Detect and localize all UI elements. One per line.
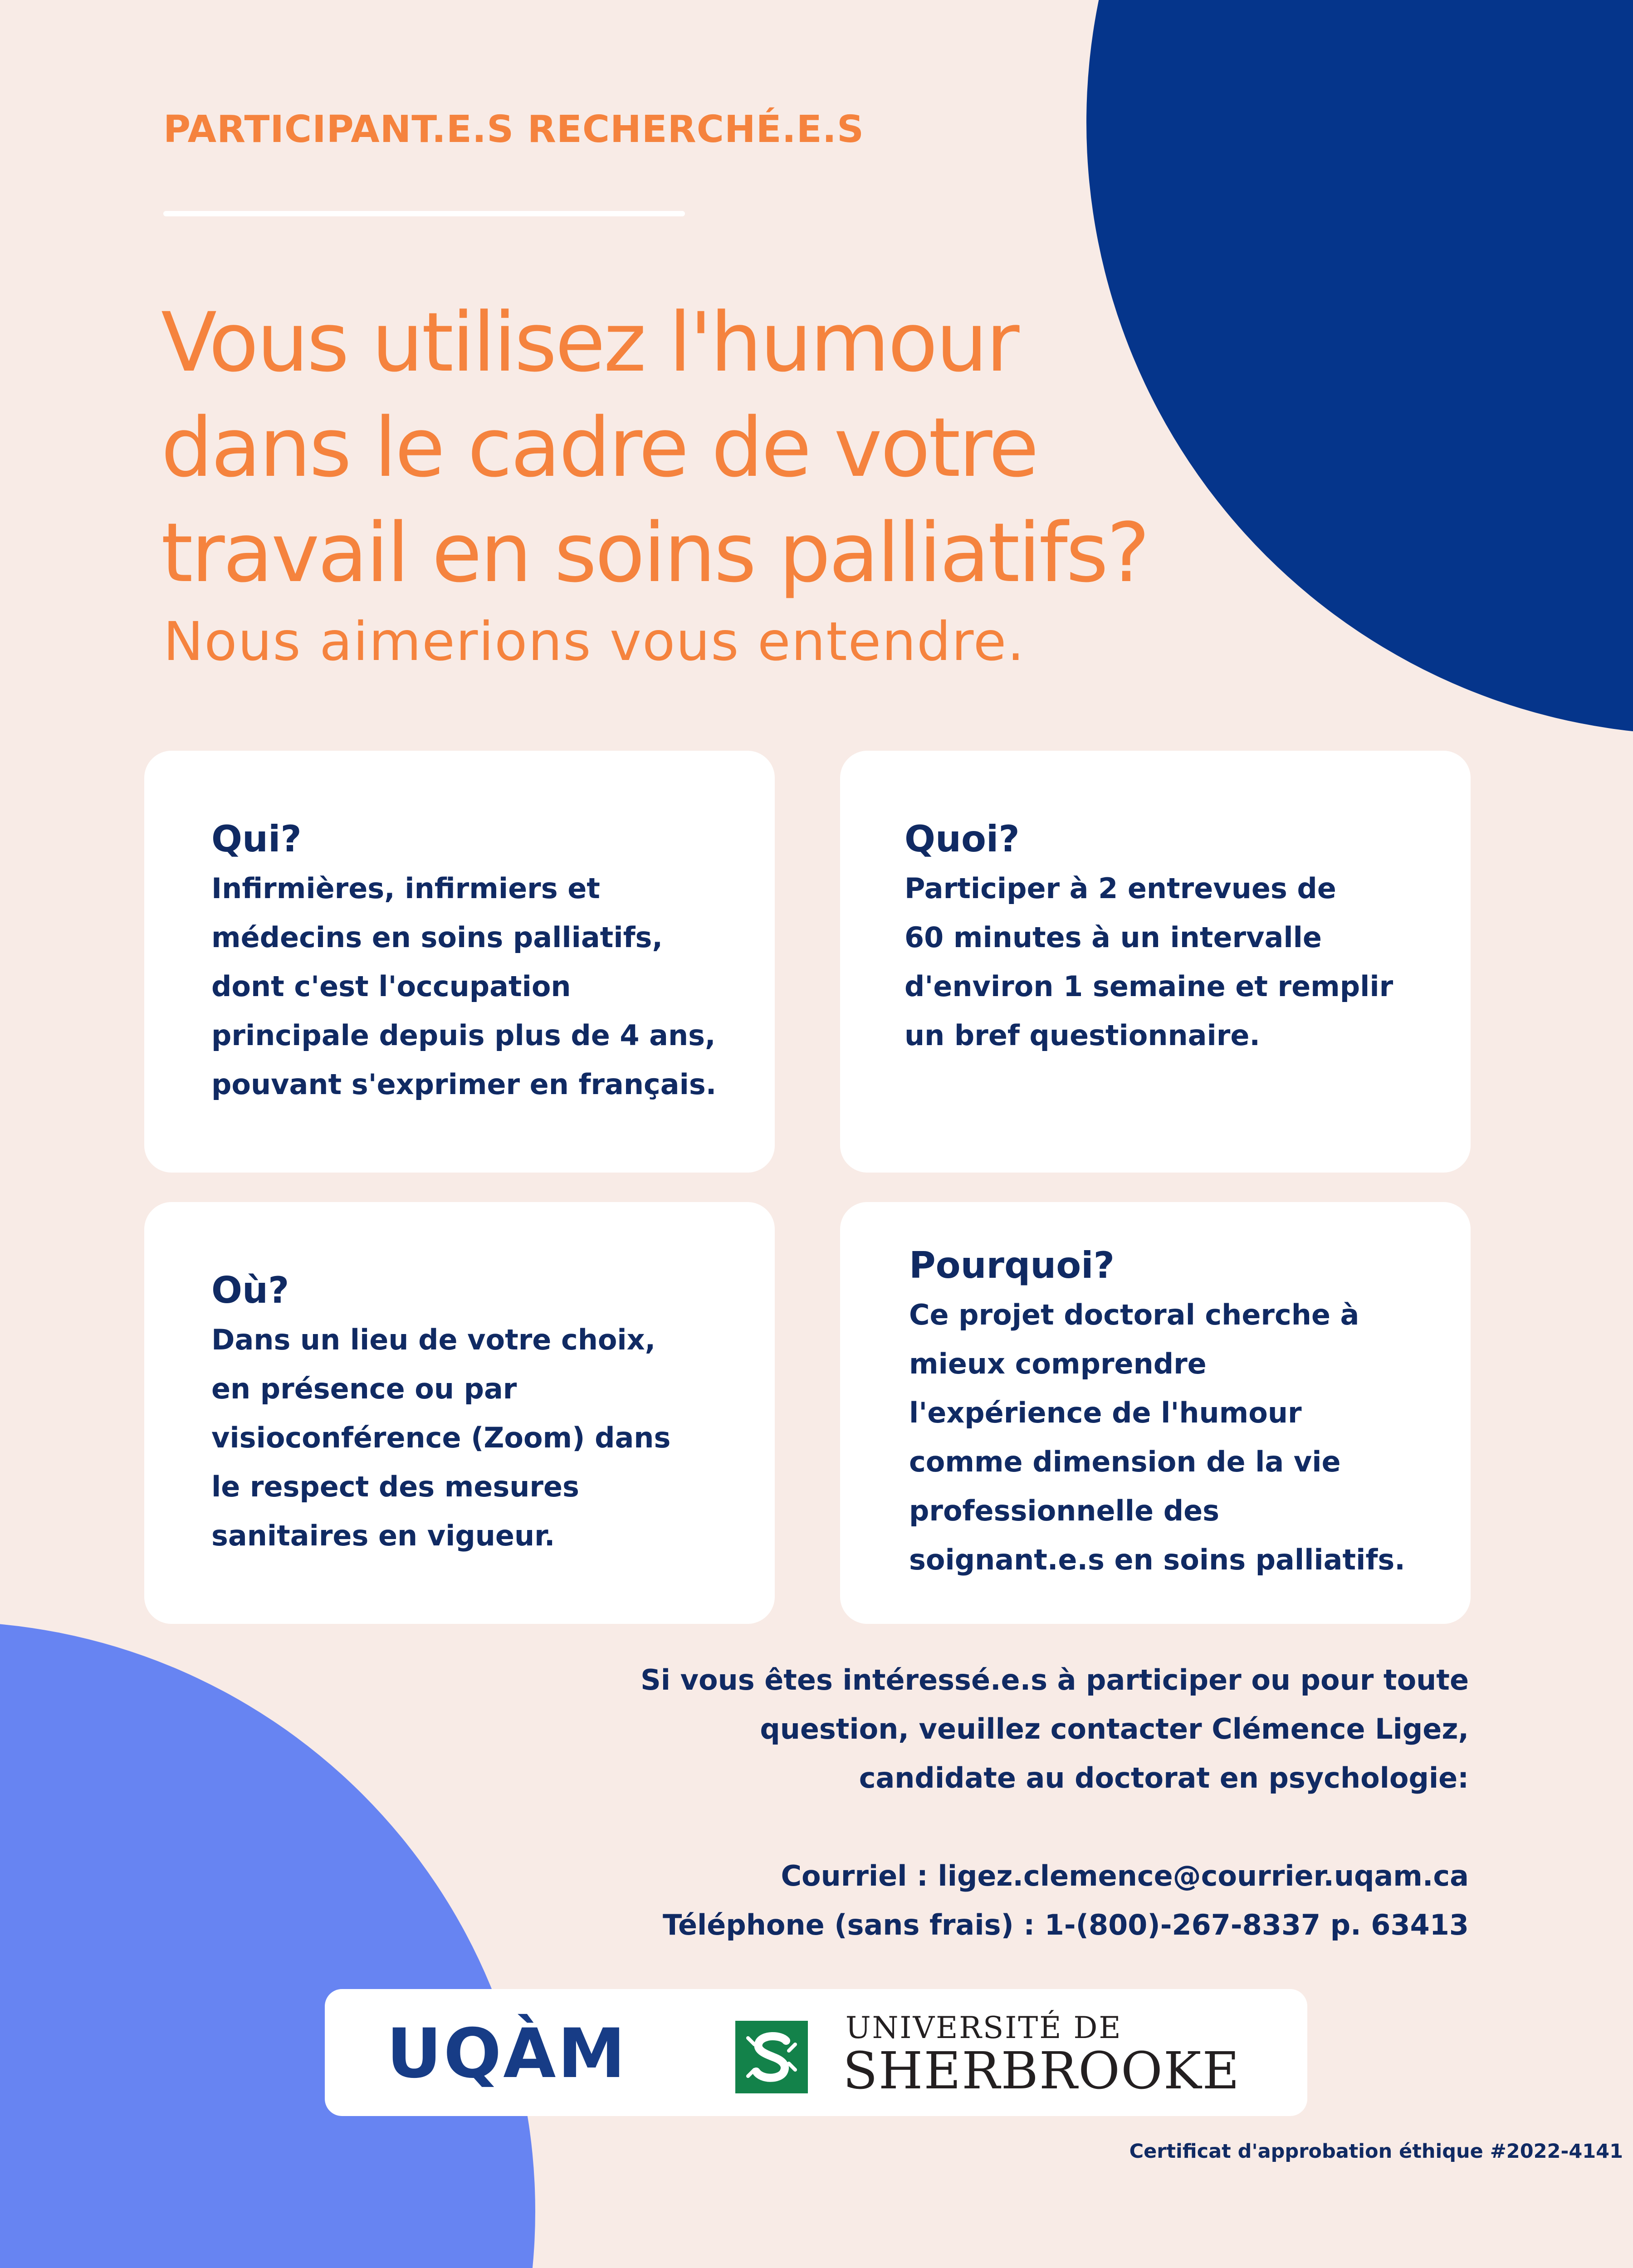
card-title: Quoi? — [905, 818, 1020, 860]
card-text-line: le respect des mesures — [211, 1470, 579, 1503]
contact-text-line: Si vous êtes intéressé.e.s à participer ou pour toute — [640, 1663, 1469, 1696]
uqam-logo: UQÀM — [386, 2014, 627, 2093]
contact-block — [640, 1656, 1469, 1950]
card-text-line: sanitaires en vigueur. — [211, 1519, 555, 1552]
card-text-line: mieux comprendre — [909, 1347, 1207, 1380]
contact-email[interactable]: Courriel : ligez.clemence@courrier.uqam.ca — [781, 1859, 1469, 1892]
card-title: Pourquoi? — [909, 1244, 1115, 1286]
card-text-line: Infirmières, infirmiers et — [211, 872, 600, 905]
headline-line: travail en soins palliatifs? — [161, 506, 1149, 601]
card-text-line: professionnelle des — [909, 1494, 1220, 1527]
card-text-line: l'expérience de l'humour — [909, 1396, 1302, 1429]
card-text-line: Participer à 2 entrevues de — [905, 872, 1336, 905]
card-text-line: 60 minutes à un intervalle — [905, 921, 1322, 954]
card-title: Qui? — [211, 818, 302, 860]
card-title: Où? — [211, 1269, 289, 1311]
contact-text-line: candidate au doctorat en psychologie: — [859, 1761, 1469, 1794]
card-ou — [144, 1202, 775, 1624]
contact-spacer — [640, 1803, 1469, 1852]
card-text-line: d'environ 1 semaine et remplir — [905, 970, 1393, 1003]
card-text-line: médecins en soins palliatifs, — [211, 921, 663, 954]
card-text-line: comme dimension de la vie — [909, 1445, 1341, 1478]
headline-line: dans le cadre de votre — [161, 401, 1037, 495]
card-text-line: principale depuis plus de 4 ans, — [211, 1019, 716, 1052]
card-qui — [144, 751, 775, 1173]
card-text-line: Dans un lieu de votre choix, — [211, 1323, 656, 1356]
card-quoi — [840, 751, 1471, 1173]
decorative-circle-bottom-left — [0, 1622, 535, 2268]
sherbrooke-emblem-graphic — [735, 2021, 808, 2093]
card-text-line: en présence ou par — [211, 1372, 517, 1405]
sherbrooke-s-emblem-icon — [735, 2021, 808, 2093]
ethics-certificate: Certificat d'approbation éthique #2022-4141 — [1129, 2140, 1623, 2163]
divider-rule — [163, 211, 685, 216]
subheadline: Nous aimerions vous entendre. — [163, 610, 1025, 673]
card-text-line: dont c'est l'occupation — [211, 970, 571, 1003]
card-text-line: Ce projet doctoral cherche à — [909, 1298, 1359, 1331]
sherbrooke-logo-bottom: SHERBROOKE — [843, 2042, 1241, 2101]
kicker-participants-wanted: PARTICIPANT.E.S RECHERCHÉ.E.S — [163, 108, 864, 151]
card-pourquoi — [840, 1202, 1471, 1624]
headline-line: Vous utilisez l'humour — [161, 295, 1018, 390]
card-text-line: visioconférence (Zoom) dans — [211, 1421, 671, 1454]
card-text-line: un bref questionnaire. — [905, 1019, 1260, 1052]
contact-phone[interactable]: Téléphone (sans frais) : 1-(800)-267-8337 p. 63413 — [662, 1908, 1469, 1941]
sherbrooke-logo-top: UNIVERSITÉ DE — [846, 2010, 1122, 2045]
logo-banner — [325, 1989, 1307, 2116]
card-text-line: soignant.e.s en soins palliatifs. — [909, 1543, 1405, 1576]
card-text-line: pouvant s'exprimer en français. — [211, 1068, 717, 1101]
contact-text-line: question, veuillez contacter Clémence Ligez, — [760, 1712, 1469, 1745]
headline — [161, 290, 1250, 606]
